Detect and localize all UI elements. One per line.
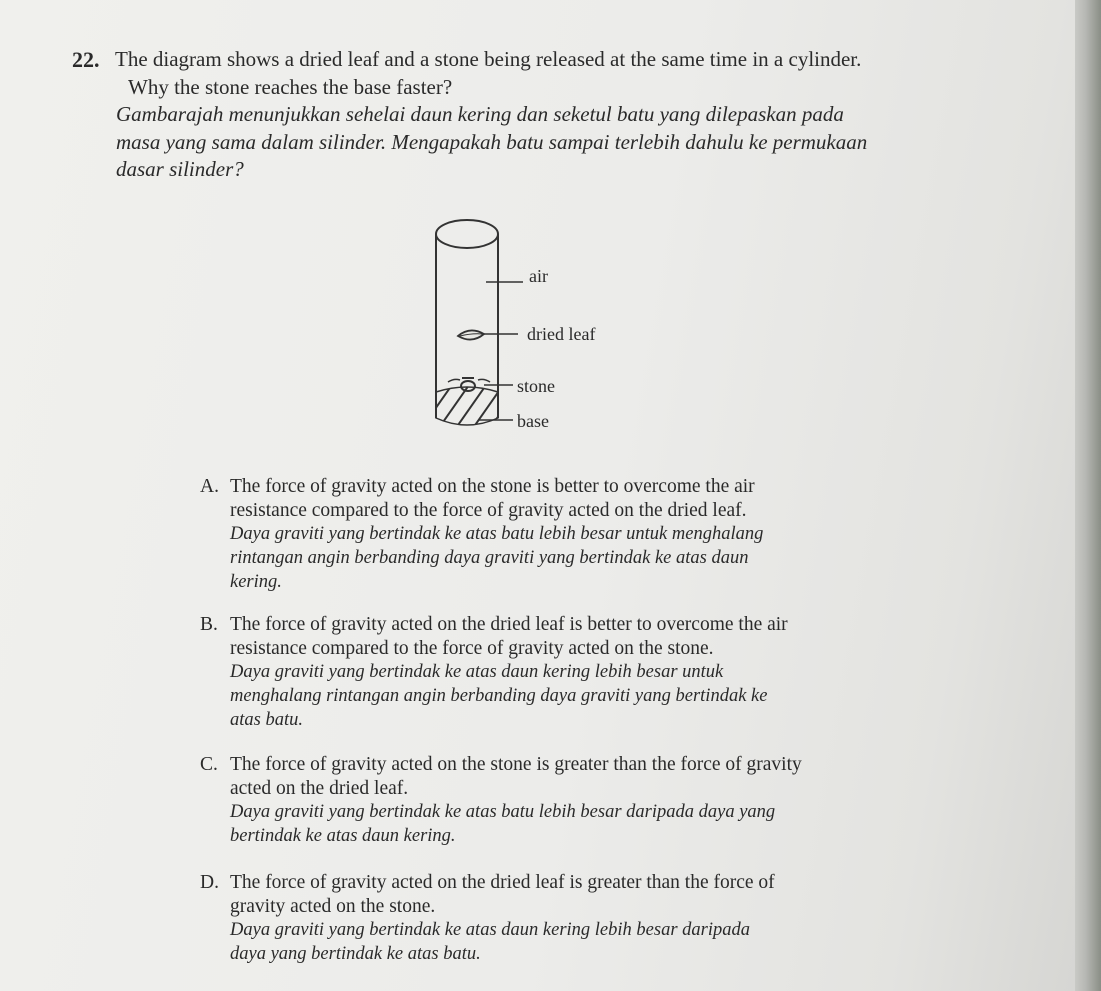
- cylinder-diagram: [418, 212, 658, 444]
- option-a-english-line-2: resistance compared to the force of gravity acted on the dried leaf.: [230, 500, 747, 521]
- question-number: 22.: [72, 47, 100, 72]
- dried-leaf: [458, 330, 484, 339]
- option-b-letter: B.: [200, 614, 218, 635]
- option-b-english-line-1: The force of gravity acted on the dried leaf is better to overcome the air: [230, 614, 788, 635]
- option-d-malay-line-2: daya yang bertindak ke atas batu.: [230, 944, 481, 964]
- option-b-malay-line-2: menghalang rintangan angin berbanding daya graviti yang bertindak ke: [230, 686, 768, 706]
- option-c-letter: C.: [200, 754, 218, 775]
- question-malay-line-3: dasar silinder?: [116, 157, 244, 181]
- option-a-malay-line-3: kering.: [230, 572, 282, 592]
- question-malay-line-2: masa yang sama dalam silinder. Mengapakah batu sampai terlebih dahulu ke permukaan: [116, 130, 868, 154]
- question-english-line-1: The diagram shows a dried leaf and a stone being released at the same time in a cylinder.: [115, 47, 862, 71]
- option-b-english-line-2: resistance compared to the force of gravity acted on the stone.: [230, 638, 714, 659]
- option-a-malay-line-2: rintangan angin berbanding daya graviti yang bertindak ke atas daun: [230, 548, 749, 568]
- page-edge-shadow: [1075, 0, 1101, 991]
- label-stone: stone: [517, 376, 555, 396]
- option-c-malay-line-2: bertindak ke atas daun kering.: [230, 826, 456, 846]
- option-a-english-line-1: The force of gravity acted on the stone is better to overcome the air: [230, 476, 755, 497]
- option-a-malay-line-1: Daya graviti yang bertindak ke atas batu lebih besar untuk menghalang: [230, 524, 764, 544]
- option-c-english-line-2: acted on the dried leaf.: [230, 778, 409, 799]
- option-d-english-line-1: The force of gravity acted on the dried leaf is greater than the force of: [230, 872, 775, 893]
- question-malay-line-1: Gambarajah menunjukkan sehelai daun kering dan seketul batu yang dilepaskan pada: [116, 102, 844, 126]
- question-english-line-2: Why the stone reaches the base faster?: [128, 75, 453, 99]
- option-d-malay-line-1: Daya graviti yang bertindak ke atas daun kering lebih besar daripada: [230, 920, 750, 940]
- label-air: air: [529, 266, 548, 286]
- label-base: base: [517, 411, 549, 431]
- option-b-malay-line-1: Daya graviti yang bertindak ke atas daun kering lebih besar untuk: [230, 662, 724, 682]
- option-d-english-line-2: gravity acted on the stone.: [230, 896, 436, 917]
- option-b-malay-line-3: atas batu.: [230, 710, 303, 730]
- option-d-letter: D.: [200, 872, 219, 893]
- option-c-malay-line-1: Daya graviti yang bertindak ke atas batu lebih besar daripada daya yang: [230, 802, 776, 822]
- option-a-letter: A.: [200, 476, 219, 497]
- label-dried-leaf: dried leaf: [527, 324, 596, 344]
- option-c-english-line-1: The force of gravity acted on the stone is greater than the force of gravity: [230, 754, 802, 775]
